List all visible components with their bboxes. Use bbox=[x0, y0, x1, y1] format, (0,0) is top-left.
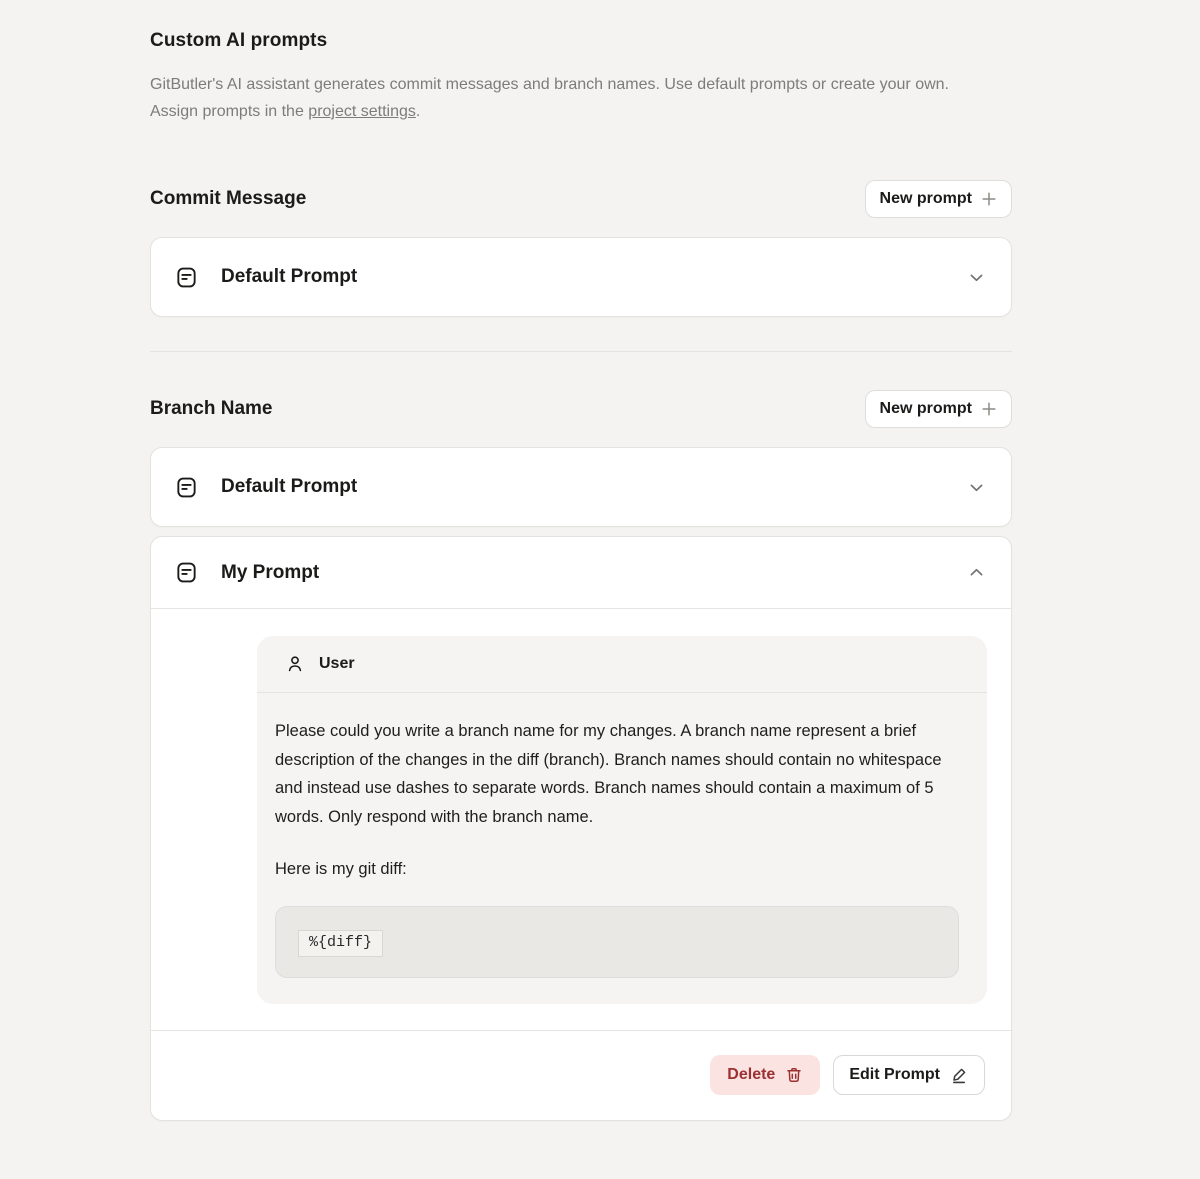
my-prompt-footer bbox=[151, 1030, 1011, 1120]
delete-button[interactable] bbox=[710, 1055, 820, 1095]
user-message-card bbox=[257, 636, 987, 1004]
new-commit-prompt-button[interactable] bbox=[865, 180, 1012, 218]
description-text: GitButler's AI assistant generates commit messages and branch names. Use default prompts or create your own. Assign prompts in the bbox=[150, 76, 949, 120]
prompt-message-text: Please could you write a branch name for my changes. A branch name represent a brief description of the changes in the diff (branch). Branch names should contain no whitespace and instead use dashes to separate words. Branch names should contain a maximum of 5 words. Only respond with the branch name. bbox=[275, 722, 942, 826]
user-message-body bbox=[257, 693, 987, 1004]
new-prompt-button-label: New prompt bbox=[879, 400, 972, 417]
branch-default-prompt-row[interactable] bbox=[151, 448, 1011, 526]
commit-default-prompt-card bbox=[150, 237, 1012, 317]
diff-intro-text: Here is my git diff: bbox=[275, 860, 407, 878]
edit-pencil-icon bbox=[950, 1066, 969, 1085]
chevron-up-icon[interactable] bbox=[968, 564, 985, 581]
commit-default-prompt-row[interactable] bbox=[151, 238, 1011, 316]
prompt-document-icon bbox=[175, 266, 198, 289]
description-period: . bbox=[415, 103, 421, 120]
project-settings-link[interactable]: project settings bbox=[308, 103, 416, 120]
delete-button-label: Delete bbox=[727, 1066, 776, 1083]
new-branch-prompt-button[interactable] bbox=[865, 390, 1012, 428]
section-divider bbox=[150, 351, 1012, 352]
my-prompt-row[interactable] bbox=[151, 537, 1011, 609]
edit-prompt-button[interactable] bbox=[833, 1055, 985, 1095]
branch-name-section-header bbox=[150, 390, 1012, 428]
message-role-label: User bbox=[319, 655, 355, 672]
diff-token-chip: %{diff} bbox=[298, 930, 383, 957]
plus-icon bbox=[981, 401, 997, 417]
trash-icon bbox=[785, 1066, 803, 1084]
prompt-document-icon bbox=[175, 476, 198, 499]
page-title: Custom AI prompts bbox=[150, 30, 328, 51]
chevron-down-icon[interactable] bbox=[968, 269, 985, 286]
my-prompt-expanded-body bbox=[151, 609, 1011, 1030]
new-prompt-button-label: New prompt bbox=[879, 190, 972, 207]
branch-default-prompt-card bbox=[150, 447, 1012, 527]
commit-message-section-title: Commit Message bbox=[150, 188, 307, 209]
user-icon bbox=[285, 654, 305, 674]
diff-code-block bbox=[275, 906, 959, 978]
my-prompt-card bbox=[150, 536, 1012, 1121]
edit-prompt-button-label: Edit Prompt bbox=[849, 1066, 940, 1083]
chevron-down-icon[interactable] bbox=[968, 479, 985, 496]
branch-name-section-title: Branch Name bbox=[150, 398, 273, 419]
page-description bbox=[150, 71, 980, 125]
user-message-header bbox=[257, 636, 987, 693]
prompt-label: My Prompt bbox=[221, 561, 320, 583]
commit-message-section-header bbox=[150, 180, 1012, 218]
prompt-label: Default Prompt bbox=[221, 266, 358, 287]
prompt-document-icon bbox=[175, 561, 198, 584]
plus-icon bbox=[981, 191, 997, 207]
settings-content bbox=[150, 0, 1012, 1121]
prompt-label: Default Prompt bbox=[221, 476, 358, 497]
